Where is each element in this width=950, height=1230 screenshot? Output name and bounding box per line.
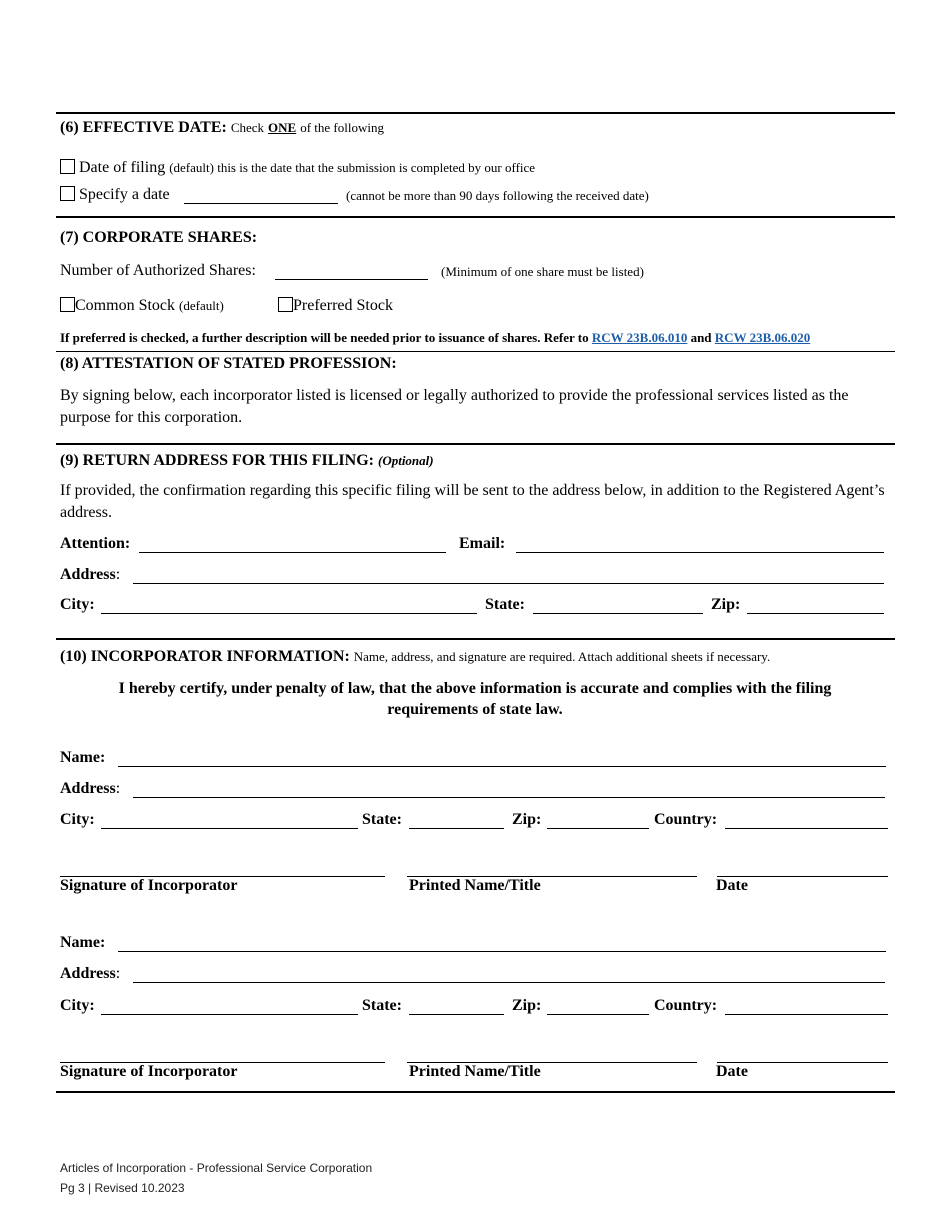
incorporator-1-state-field[interactable] [409,828,504,829]
city-label: City: [60,596,95,613]
incorporator-1-address-label [60,780,120,798]
divider [56,112,895,114]
and-text: and [690,330,712,345]
incorporator-2-country-label: Country: [654,997,718,1014]
incorporator-2-city-label: City: [60,997,95,1014]
incorporator-2-printed-name-label: Printed Name/Title [409,1063,541,1080]
return-address-text: If provided, the confirmation regarding this specific filing will be sent to the address below, in addition to the Registered Agent’s address. [60,482,885,521]
section-8-title: (8) ATTESTATION OF STATED PROFESSION: [60,355,397,372]
state-label: State: [485,596,525,613]
divider [56,443,895,445]
incorporator-1-city-field[interactable] [101,828,358,829]
check-one: ONE [268,120,297,135]
section-9-header [60,452,434,470]
specify-date-note: (cannot be more than 90 days following the received date) [346,188,649,203]
address-label [60,566,120,584]
city-field[interactable] [101,613,477,614]
section-7-title: (7) CORPORATE SHARES: [60,229,258,246]
footer-title: Articles of Incorporation - Professional Service Corporation [60,1161,373,1175]
option-preferred-stock[interactable] [278,297,393,315]
incorporator-1-address-field[interactable] [133,797,885,798]
divider [56,216,895,218]
common-stock-note: (default) [179,298,224,313]
rcw-23b-06-010-link[interactable]: RCW 23B.06.010 [591,330,688,345]
rcw-23b-06-020-link[interactable]: RCW 23B.06.020 [714,330,811,345]
incorporator-1-name-label: Name: [60,749,106,766]
divider [56,351,895,352]
specify-date-checkbox[interactable] [60,186,75,201]
preferred-note-text: If preferred is checked, a further description will be needed prior to issuance of shares. Refer to [60,330,589,345]
section-10-title: (10) INCORPORATOR INFORMATION: [60,648,350,665]
authorized-shares-field[interactable] [275,279,428,280]
divider [56,1091,895,1093]
incorporator-2-city-field[interactable] [101,1014,358,1015]
state-field[interactable] [533,613,703,614]
incorporator-2-state-field[interactable] [409,1014,504,1015]
email-label: Email: [459,535,506,552]
zip-label: Zip: [711,596,741,613]
incorporator-1-date-label: Date [716,877,748,894]
footer-page-info: Pg 3 | Revised 10.2023 [60,1181,185,1195]
check-post: of the following [300,120,384,135]
incorporator-1-printed-name-label: Printed Name/Title [409,877,541,894]
incorporator-2-address-colon: : [115,965,121,982]
date-of-filing-note: (default) this is the date that the submission is completed by our office [169,160,536,175]
incorporator-1-address-text: Address [60,780,116,797]
section-6-title: (6) EFFECTIVE DATE: [60,119,227,136]
option-specify-date[interactable] [60,186,170,204]
incorporator-1-country-label: Country: [654,811,718,828]
incorporator-2-name-label: Name: [60,934,106,951]
divider [56,638,895,640]
incorporator-1-country-field[interactable] [725,828,888,829]
incorporator-2-state-label: State: [362,997,402,1014]
preferred-note [60,330,810,346]
address-label-text: Address [60,566,116,583]
email-field[interactable] [516,552,884,553]
incorporator-2-address-label [60,965,120,983]
incorporator-2-country-field[interactable] [725,1014,888,1015]
authorized-shares-note: (Minimum of one share must be listed) [441,264,644,279]
incorporator-1-address-colon: : [115,780,121,797]
incorporator-2-zip-field[interactable] [547,1014,649,1015]
section-6-header [60,119,384,137]
common-stock-checkbox[interactable] [60,297,75,312]
incorporator-1-state-label: State: [362,811,402,828]
zip-field[interactable] [747,613,884,614]
preferred-stock-label: Preferred Stock [293,297,393,314]
incorporator-1-signature-label: Signature of Incorporator [60,877,238,894]
incorporator-2-name-field[interactable] [118,951,886,952]
attention-label: Attention: [60,535,131,552]
option-common-stock[interactable] [60,297,224,315]
section-10-header [60,648,770,666]
incorporator-1-zip-field[interactable] [547,828,649,829]
date-of-filing-label: Date of filing [79,159,166,176]
optional-note: (Optional) [377,453,434,468]
incorporator-2-address-field[interactable] [133,982,885,983]
preferred-stock-checkbox[interactable] [278,297,293,312]
check-pre: Check [230,120,265,135]
attention-field[interactable] [139,552,446,553]
incorporator-1-city-label: City: [60,811,95,828]
incorporator-2-date-label: Date [716,1063,748,1080]
specify-date-field[interactable] [184,203,338,204]
section-10-note: Name, address, and signature are required. Attach additional sheets if necessary. [353,649,771,664]
incorporator-2-address-text: Address [60,965,116,982]
date-of-filing-checkbox[interactable] [60,159,75,174]
address-field[interactable] [133,583,884,584]
incorporator-2-signature-label: Signature of Incorporator [60,1063,238,1080]
incorporator-2-zip-label: Zip: [512,997,542,1014]
attestation-text: By signing below, each incorporator listed is licensed or legally authorized to provide the professional services listed as the purpose for this corporation. [60,387,849,426]
option-date-of-filing[interactable] [60,159,535,177]
section-9-title: (9) RETURN ADDRESS FOR THIS FILING: [60,452,374,469]
common-stock-label: Common Stock [75,297,176,314]
specify-date-label: Specify a date [79,186,170,203]
address-colon: : [115,566,121,583]
incorporator-1-zip-label: Zip: [512,811,542,828]
authorized-shares-label: Number of Authorized Shares: [60,262,256,279]
incorporator-1-name-field[interactable] [118,766,886,767]
certify-statement: I hereby certify, under penalty of law, that the above information is accurate and complies with the filing requirements of state law. [118,680,832,718]
